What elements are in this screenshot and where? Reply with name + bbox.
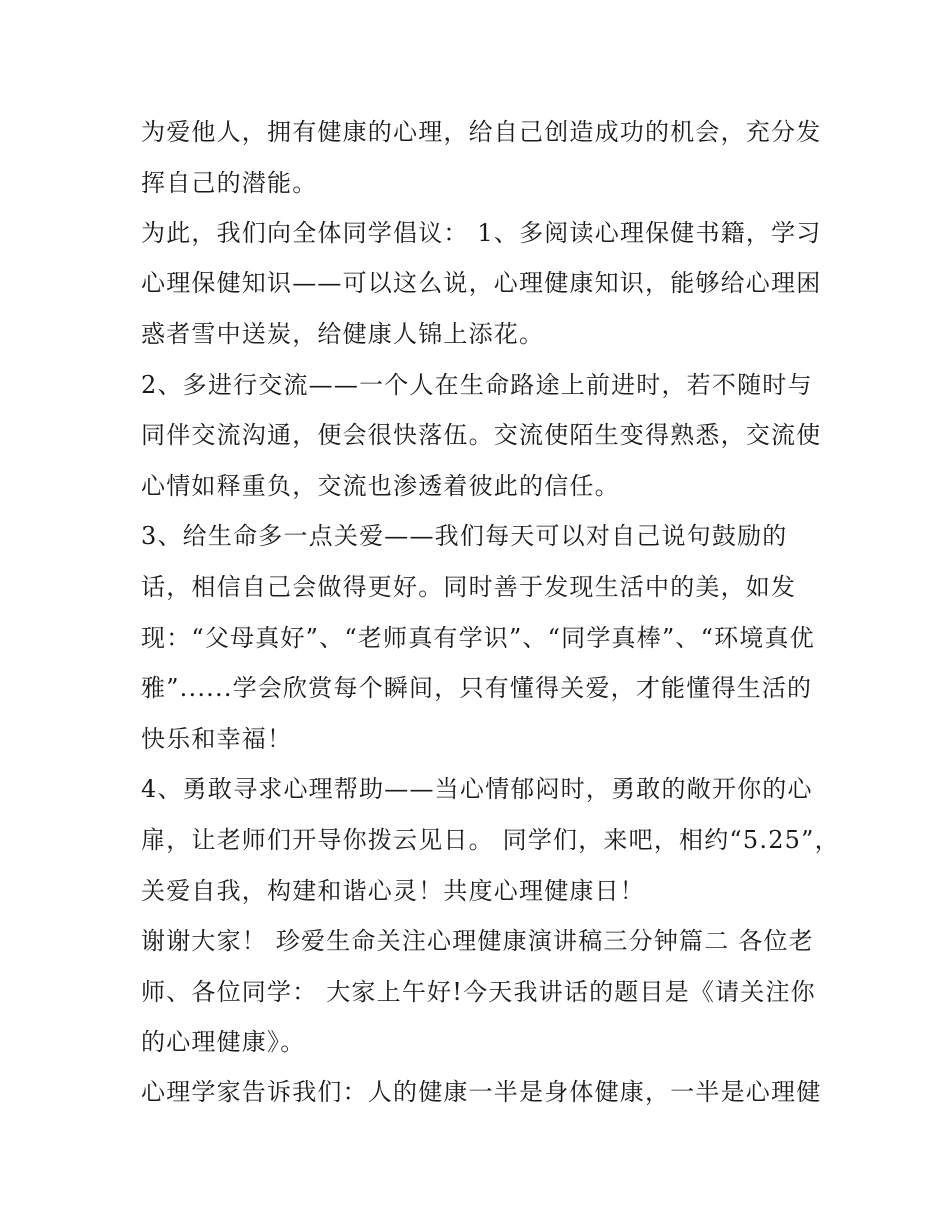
text-line: 扉，让老师们开导你拨云见日。 同学们，来吧，相约“5.25”， — [141, 826, 840, 854]
text-line: 师、各位同学： 大家上午好!今天我讲话的题目是《请关注你 — [141, 978, 816, 1006]
text-line: 惑者雪中送炭，给健康人锦上添花。 — [141, 320, 545, 348]
text-line: 话，相信自己会做得更好。同时善于发现生活中的美，如发 — [141, 573, 797, 601]
text-line: 谢谢大家！ 珍爱生命关注心理健康演讲稿三分钟篇二 各位老 — [141, 927, 814, 955]
text-line: 心情如释重负，交流也渗透着彼此的信任。 — [141, 472, 620, 500]
text-line: 挥自己的潜能。 — [141, 169, 318, 197]
text-line: 心理学家告诉我们：人的健康一半是身体健康，一半是心理健 — [141, 1078, 822, 1106]
text-line: 3、给生命多一点关爱——我们每天可以对自己说句鼓励的 — [141, 522, 788, 550]
text-line: 快乐和幸福！ — [141, 725, 293, 753]
text-line: 关爱自我，构建和谐心灵！共度心理健康日！ — [141, 877, 645, 905]
text-line: 为爱他人，拥有健康的心理，给自己创造成功的机会，充分发 — [141, 118, 822, 146]
text-line: 2、多进行交流——一个人在生命路途上前进时，若不随时与 — [141, 371, 813, 399]
text-line: 现：“父母真好”、“老师真有学识”、“同学真棒”、“环境真优 — [141, 624, 815, 652]
text-line: 雅”......学会欣赏每个瞬间，只有懂得关爱，才能懂得生活的 — [141, 674, 813, 702]
text-line: 为此，我们向全体同学倡议： 1、多阅读心理保健书籍，学习 — [141, 219, 822, 247]
text-line: 的心理健康》。 — [141, 1028, 306, 1056]
text-line: 同伴交流沟通，便会很快落伍。交流使陌生变得熟悉，交流使 — [141, 421, 822, 449]
text-line: 4、勇敢寻求心理帮助——当心情郁闷时，勇敢的敞开你的心 — [141, 775, 813, 803]
text-line: 心理保健知识——可以这么说，心理健康知识，能够给心理困 — [141, 269, 822, 297]
